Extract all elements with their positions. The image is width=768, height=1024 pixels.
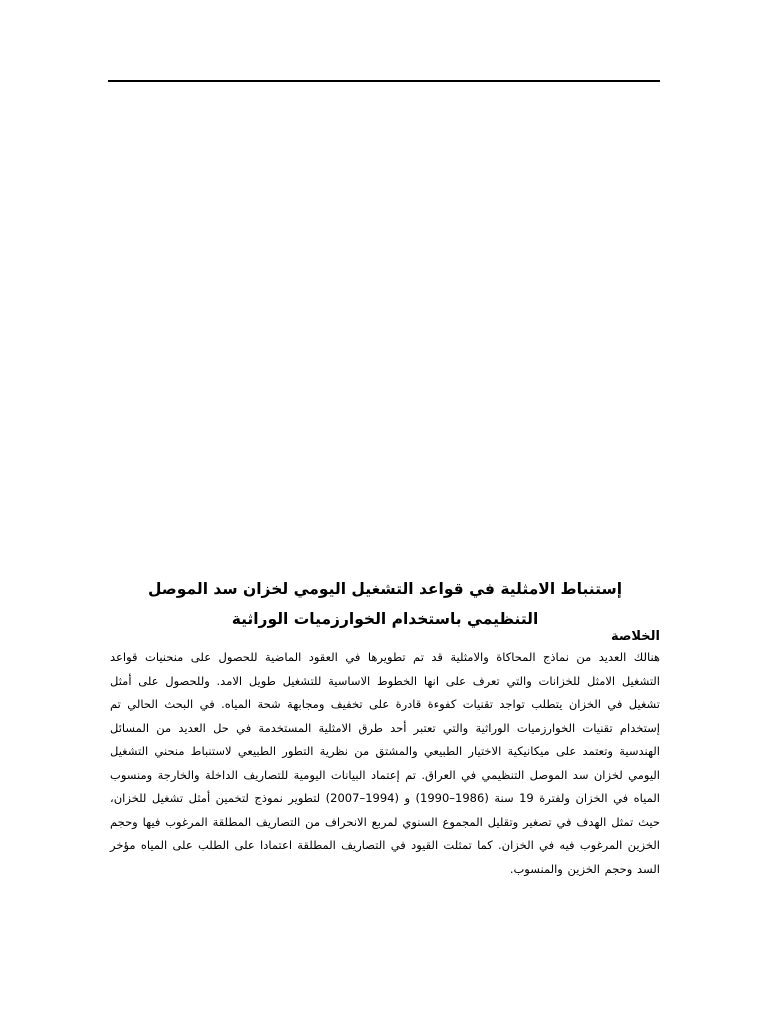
abstract-body: هنالك العديد من نماذج المحاكاة والامثلية قد تم تطويرها في العقود الماضية للحصول على منحنيات قواعد التشغيل الامثل للخزانات والتي تعرف على انها الخطوط الاساسية للتشغيل طويل الامد. وللحصول على أمثل تشغيل في الخزان يتطلب تواجد تقنيات كفوءة قادرة على تخفيف ومجابهة شحة المياه. في البحث الحالي تم إستخدام تقنيات الخوارزميات الوراثية والتي تعتبر أحد طرق الامثلية المستخدمة في حل العديد من المسائل الهندسية وتعتمد على ميكانيكية الاختيار الطبيعي والمشتق من نظرية التطور الطبيعي لاستنباط منحني التشغيل اليومي لخزان سد الموصل التنظيمي في العراق. تم إعتماد البيانات اليومية للتصاريف الداخلة والخارجة ومنسوب المياه في الخزان ولفترة 19 سنة (1986–1990) و (1994–2007) لتطوير نموذج لتخمين أمثل تشغيل للخزان، حيث تمثل الهدف في تصغير وتقليل المجموع السنوي لمربع الانحراف من التصاريف المطلقة المرغوب فيها وحجم الخزين المرغوب فيه في الخزان. كما تمثلت القيود في التصاريف المطلقة اعتمادا على الطلب على المياه مؤخر السد وحجم الخزين والمنسوب. — [110, 650, 660, 876]
paper-title: إستنباط الامثلية في قواعد التشغيل اليومي لخزان سد الموصل التنظيمي باستخدام الخوارزميات الوراثية — [147, 580, 623, 628]
header-rule — [108, 80, 660, 82]
abstract-heading: الخلاصة — [610, 629, 660, 644]
